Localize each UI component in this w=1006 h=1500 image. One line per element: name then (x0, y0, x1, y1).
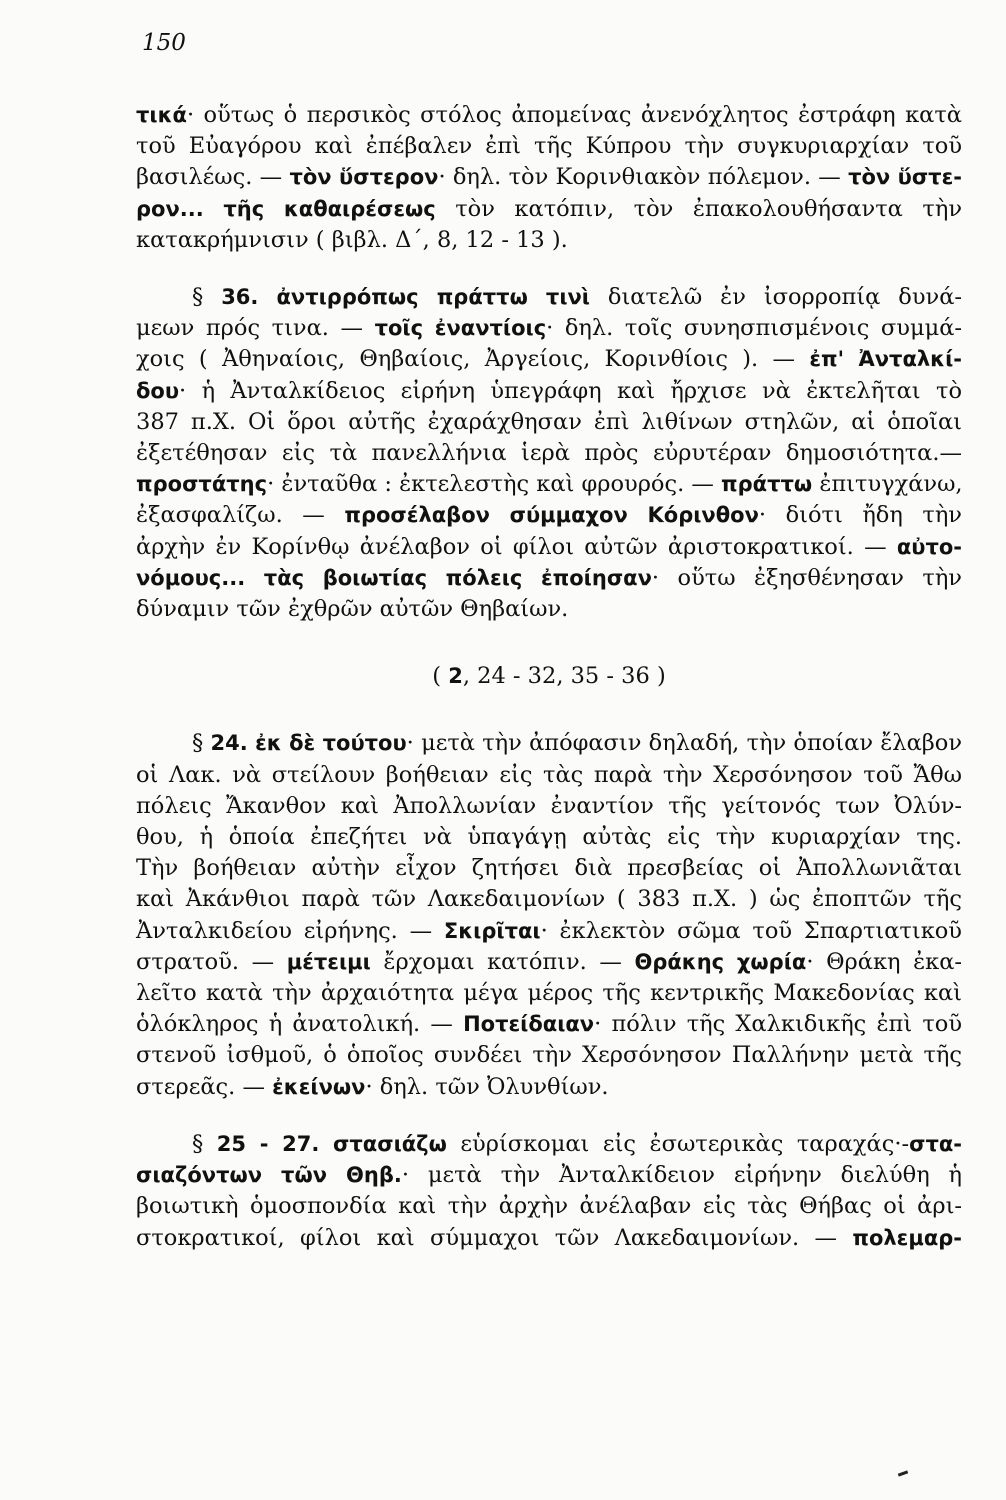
text-line (136, 822, 962, 853)
gloss-text: στοκρατικοί, φίλοι καὶ σύμμαχοι τῶν Λακεδαιμονίων. — (136, 1224, 853, 1251)
gloss-text: μεων πρός τινα. — (136, 315, 375, 342)
gloss-text: · μετὰ τὴν Ἀνταλκίδειον εἰρήνην διελύθη ἡ (401, 1162, 962, 1189)
gloss-text: · οὕτω ἐξησθένησαν τὴν (651, 564, 962, 591)
text-line (136, 313, 962, 344)
gloss-text: § (192, 284, 222, 311)
text-line (136, 500, 962, 531)
text-line (136, 1072, 962, 1103)
text-line (136, 407, 962, 438)
section-heading-36 (136, 282, 962, 313)
section-heading-25-27 (136, 1129, 962, 1160)
lemma: ἐκείνων (272, 1074, 366, 1099)
text-line (136, 131, 962, 162)
lemma: τοῖς ἐναντίοις (374, 316, 547, 341)
gloss-text: οἱ Λακ. νὰ στείλουν βοήθειαν εἰς τὰς παρὰ τὴν Χερσόνησον τοῦ Ἄθω (136, 761, 962, 788)
text-line (136, 162, 962, 193)
gloss-text: ἐπιτυγχάνω, (812, 471, 963, 498)
lemma: σιαζόντων τῶν Θηβ. (136, 1163, 402, 1188)
gloss-text: · δηλ. τῶν Ὀλυνθίων. (365, 1073, 609, 1100)
gloss-text: · ἐκλεκτὸν σῶμα τοῦ Σπαρτιατικοῦ (540, 917, 962, 944)
text-line (136, 469, 962, 500)
gloss-text: ἀρχὴν ἐν Κορίνθῳ ἀνέλαβον οἱ φίλοι αὐτῶν ἀριστοκρατικοί. — (136, 533, 897, 560)
ink-mark (898, 1470, 908, 1476)
gloss-text: πόλεις Ἄκανθον καὶ Ἀπολλωνίαν ἐναντίον τῆς γείτονός των Ὀλύν- (136, 792, 962, 819)
text-line (136, 978, 962, 1009)
lemma: Σκιρῖται (443, 918, 541, 943)
chapter-reference (136, 651, 962, 702)
lemma: αὐτο- (896, 534, 962, 559)
lemma: μέτειμι (286, 949, 371, 974)
gloss-text: · οὕτως ὁ περσικὸς στόλος ἀπομείνας ἀνενόχλητος ἐστράφη κατὰ (186, 102, 962, 128)
text-line (136, 225, 962, 256)
gloss-text: διατελῶ ἐν ἰσορροπίᾳ δυνά- (590, 284, 962, 311)
gloss-text: τὸν κατόπιν, τὸν ἐπακολουθήσαντα τὴν (435, 195, 963, 222)
lemma: προστάτης (136, 472, 268, 497)
text-line (136, 916, 962, 947)
lemma: πράττω (721, 472, 813, 497)
gloss-text: λεῖτο κατὰ τὴν ἀρχαιότητα μέγα μέρος τῆς κεντρικῆς Μακεδονίας καὶ (136, 980, 962, 1007)
text-line (136, 791, 962, 822)
gloss-text: Τὴν βοήθειαν αὐτὴν εἶχον ζητήσει διὰ πρεσβείας οἱ Ἀπολλωνιᾶται (136, 855, 962, 882)
gloss-text: · δηλ. τοῖς συνησπισμένοις συμμά- (546, 315, 963, 342)
gloss-text: δύναμιν τῶν ἐχθρῶν αὐτῶν Θηβαίων. (136, 596, 569, 623)
lemma: 25 - 27. στασιάζω (216, 1131, 447, 1156)
gloss-text: ἐξετέθησαν εἰς τὰ πανελλήνια ἱερὰ πρὸς εὐρυτέραν δημοσιότητα.— (136, 440, 962, 467)
text-line (136, 438, 962, 469)
gloss-text: · ἐνταῦθα : ἐκτελεστὴς καὶ φρουρός. — (267, 471, 722, 498)
text-line (136, 760, 962, 791)
text-line (136, 1040, 962, 1071)
lemma: τικά (136, 103, 187, 127)
lemma: ἐπ' Ἀνταλκί- (809, 347, 962, 372)
gloss-text: Ἀνταλκιδείου εἰρήνης. — (136, 917, 444, 944)
gloss-text: κατακρήμνισιν ( βιβλ. Δ΄, 8, 12 - 13 ). (136, 226, 568, 253)
text-line (136, 100, 962, 131)
lemma: 36. ἀντιρρόπως πράττω τινὶ (221, 285, 590, 310)
text-line (136, 344, 962, 375)
lemma: τὸν ὕστε- (848, 165, 962, 190)
lemma: 24. ἐκ δὲ τούτου (210, 731, 407, 756)
commentary-text (136, 100, 962, 1254)
page-number: 150 (142, 30, 186, 56)
gloss-text: τοῦ Εὐαγόρου καὶ ἐπέβαλεν ἐπὶ τῆς Κύπρου τὴν συγκυριαρχίαν τοῦ (136, 133, 962, 160)
lemma: Ποτείδαιαν (463, 1012, 595, 1037)
gloss-text: θου, ἡ ὁποία ἐπεζήτει νὰ ὑπαγάγῃ αὐτὰς εἰς τὴν κυριαρχίαν της. (136, 824, 962, 851)
gloss-text: χοις ( Ἀθηναίοις, Θηβαίοις, Ἀργείοις, Κορινθίοις ). — (136, 346, 810, 373)
gloss-text: στρατοῦ. — (136, 948, 287, 975)
gloss-text: § (192, 730, 211, 757)
gloss-text: καὶ Ἀκάνθιοι παρὰ τῶν Λακεδαιμονίων ( 383 π.Χ. ) ὡς ἐποπτῶν τῆς (136, 886, 962, 913)
gloss-text: · ἡ Ἀνταλκίδειος εἰρήνη ὑπεγράφη καὶ ἤρχισε νὰ ἐκτελῆται τὸ (179, 377, 962, 404)
gloss-text: · δηλ. τὸν Κορινθιακὸν πόλεμον. — (438, 164, 849, 191)
gloss-text: , 24 - 32, 35 - 36 ) (462, 663, 666, 690)
gloss-text: ὁλόκληρος ἡ ἀνατολική. — (136, 1011, 464, 1038)
gloss-text: ἐξασφαλίζω. — (136, 502, 345, 529)
text-line (136, 376, 962, 407)
lemma: στα- (909, 1131, 963, 1156)
text-line (136, 884, 962, 915)
gloss-text: ἔρχομαι κατόπιν. — (370, 948, 635, 975)
text-line (136, 1009, 962, 1040)
lemma: 2 (448, 664, 463, 689)
gloss-text: στενοῦ ἰσθμοῦ, ὁ ὁποῖος συνδέει τὴν Χερσόνησον Παλλήνην μετὰ τῆς (136, 1042, 962, 1069)
text-line (136, 194, 962, 225)
lemma: τὸν ὕστερον (289, 165, 439, 190)
gloss-text: βασιλέως. — (136, 164, 290, 191)
text-line (136, 1160, 962, 1191)
lemma: Θράκης χωρία (634, 949, 807, 974)
gloss-text: βοιωτικὴ ὁμοσπονδία καὶ τὴν ἀρχὴν ἀνέλαβαν εἰς τὰς Θήβας οἱ ἀρι- (136, 1193, 962, 1220)
text-line (136, 1223, 962, 1254)
gloss-text: · διότι ἤδη τὴν (758, 502, 962, 529)
gloss-text: 387 π.Χ. Οἱ ὅροι αὐτῆς ἐχαράχθησαν ἐπὶ λιθίνων στηλῶν, αἱ ὁποῖαι (136, 408, 962, 435)
lemma: νόμους... τὰς βοιωτίας πόλεις ἐποίησαν (136, 565, 652, 590)
gloss-text: στερεᾶς. — (136, 1073, 273, 1100)
text-line (136, 563, 962, 594)
lemma: δου (136, 378, 180, 403)
text-line (136, 594, 962, 625)
text-line (136, 947, 962, 978)
gloss-text: · Θράκη ἐκα- (806, 948, 963, 975)
lemma: πολεμαρ- (852, 1225, 962, 1250)
text-line (136, 853, 962, 884)
text-line (136, 1191, 962, 1222)
gloss-text: εὑρίσκομαι εἰς ἐσωτερικὰς ταραχάς·- (446, 1130, 910, 1157)
lemma: ρον... τῆς καθαιρέσεως (136, 196, 436, 221)
text-line (136, 532, 962, 563)
lemma: προσέλαβον σύμμαχον Κόρινθον (344, 503, 759, 528)
gloss-text: ( (432, 663, 449, 690)
gloss-text: § (192, 1130, 217, 1157)
gloss-text: · πόλιν τῆς Χαλκιδικῆς ἐπὶ τοῦ (594, 1011, 962, 1038)
gloss-text: · μετὰ τὴν ἀπόφασιν δηλαδή, τὴν ὁποίαν ἔλαβον (406, 730, 962, 757)
section-heading-24 (136, 728, 962, 759)
